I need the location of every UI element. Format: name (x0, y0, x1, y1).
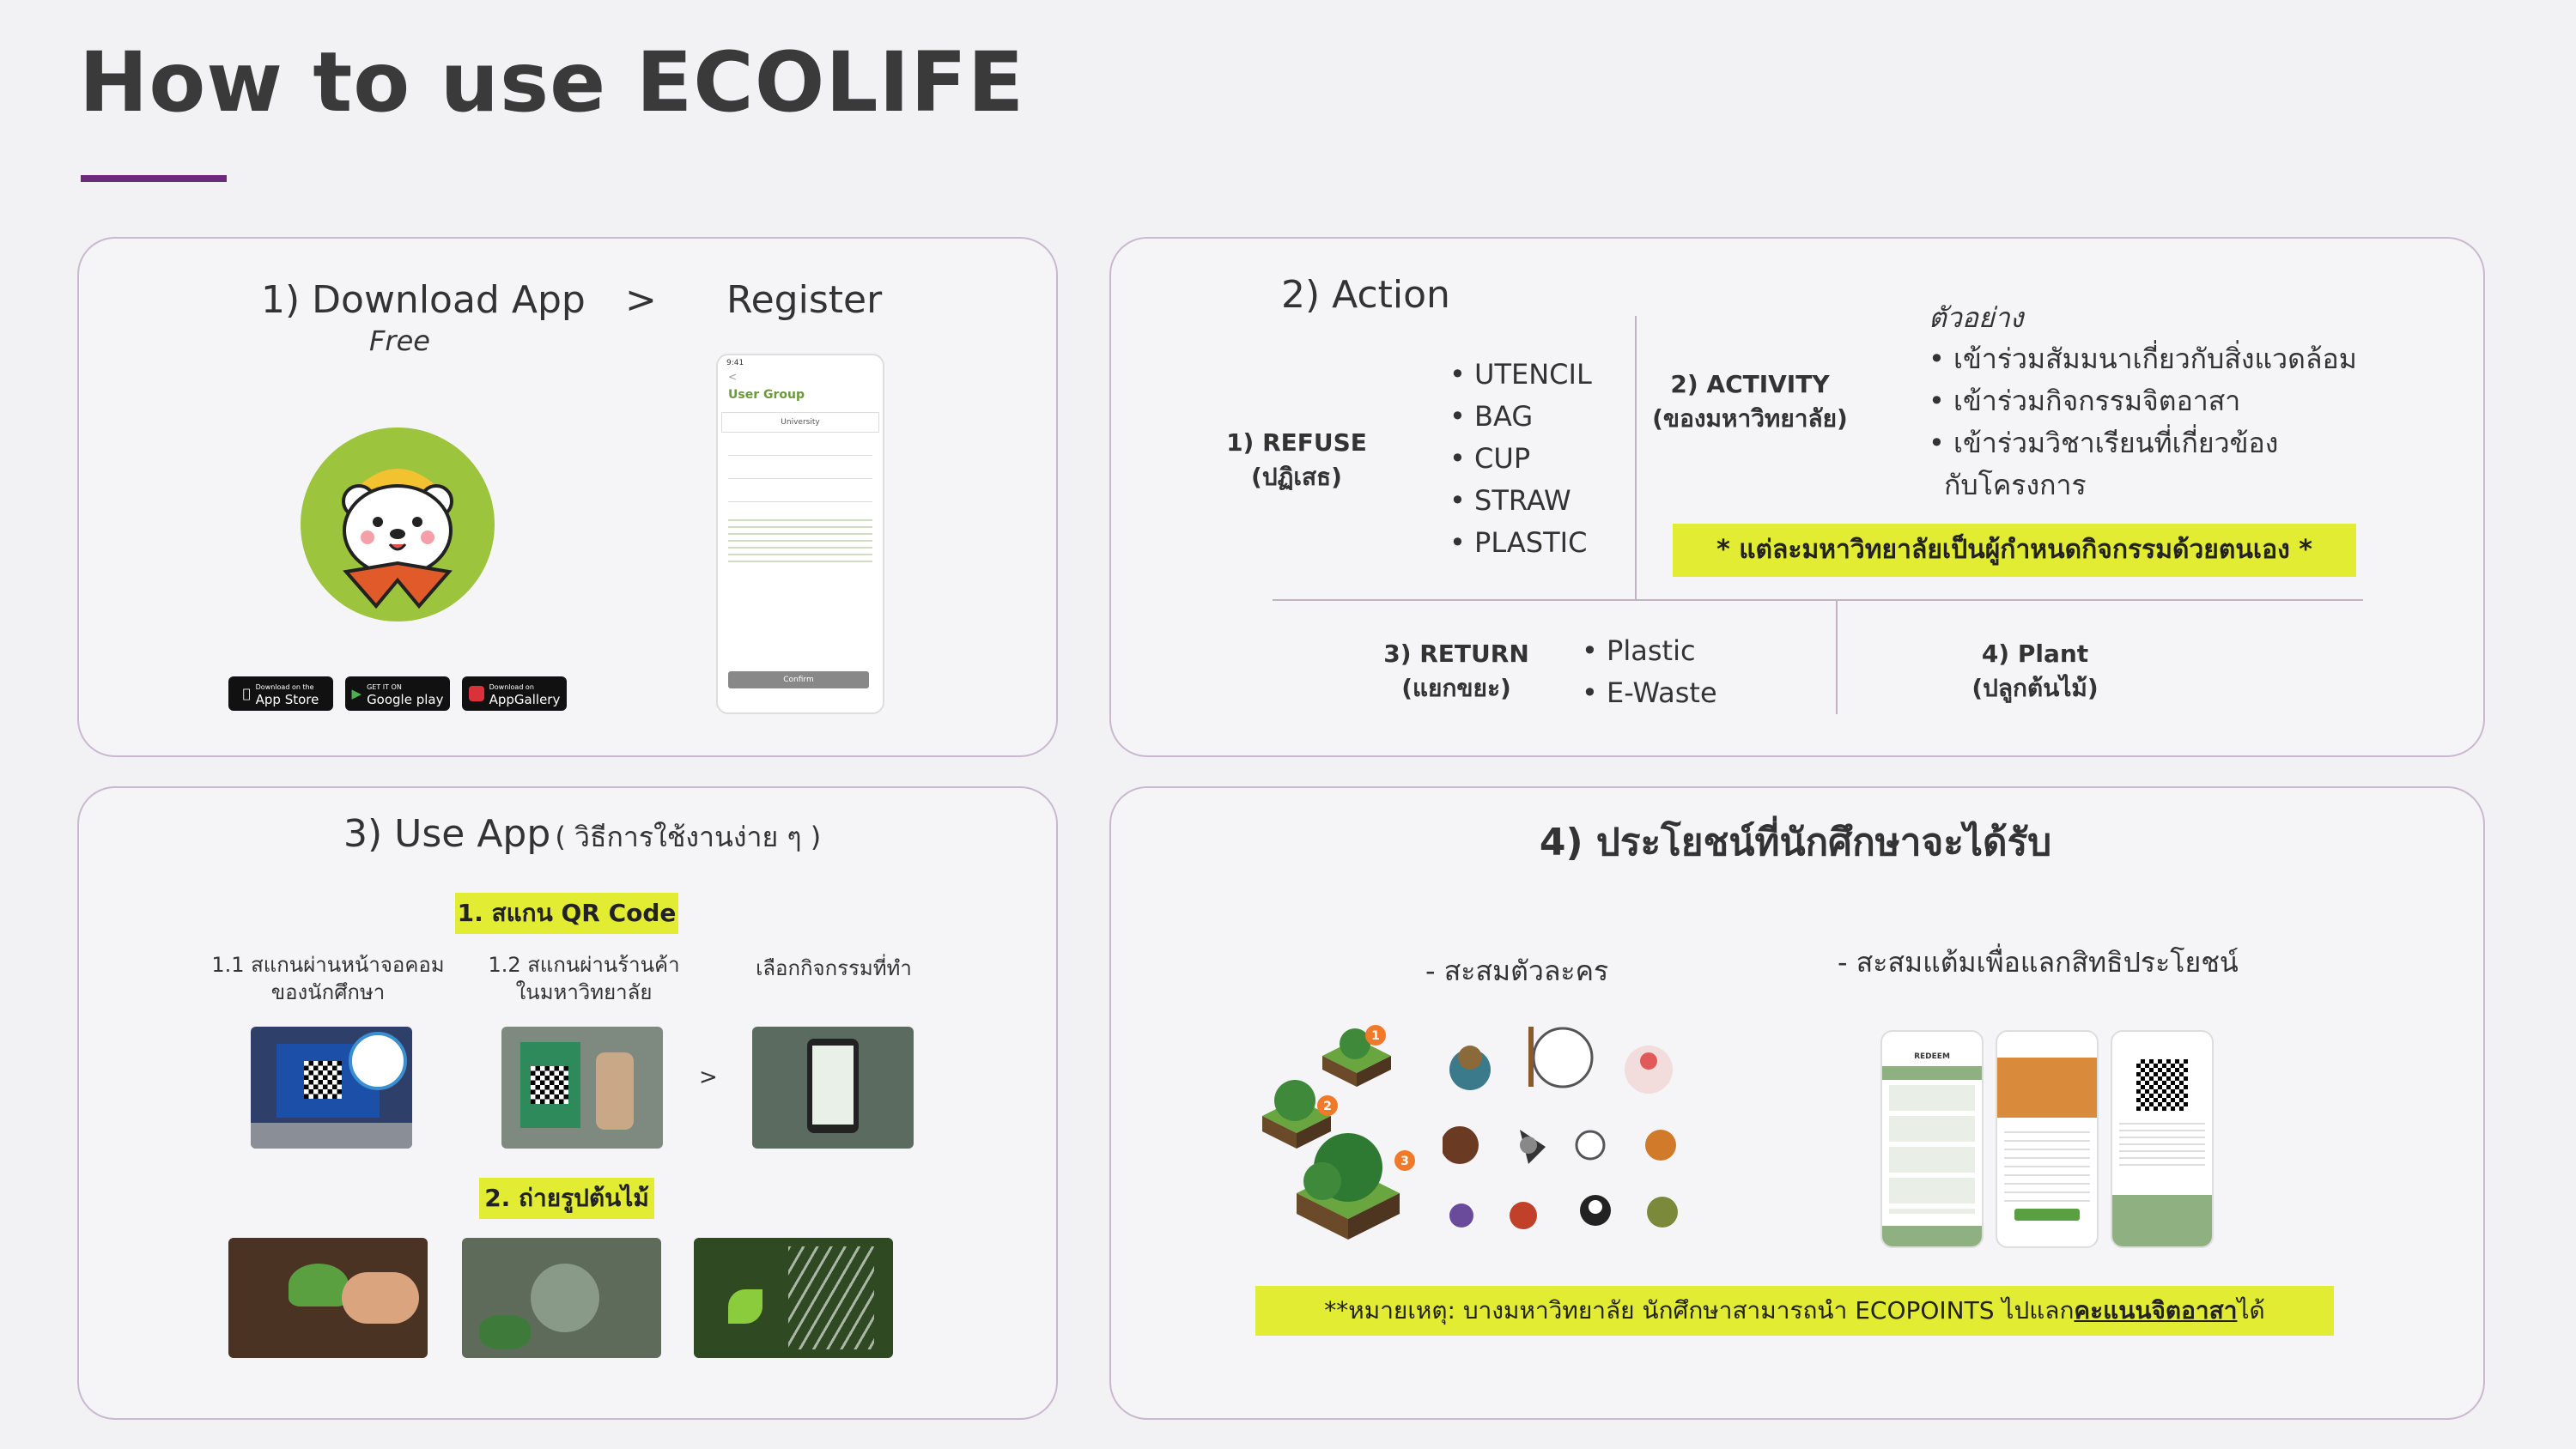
register-phone-mockup: 9:41 < User Group University Confirm (716, 354, 884, 714)
page-title: How to use ECOLIFE (79, 34, 1025, 130)
return-list: • Plastic • E-Waste (1582, 634, 1717, 709)
laptop-qr-photo (251, 1027, 412, 1149)
activity-label: 2) ACTIVITY (ของมหาวิทยาลัย) (1652, 370, 1848, 433)
action-heading: 2) Action (1281, 273, 1450, 317)
shop-qr-photo (501, 1027, 663, 1149)
photo-tree-badge: 2. ถ่ายรูปต้นไม้ (479, 1178, 654, 1219)
watering-photo (694, 1238, 893, 1358)
huawei-icon (469, 686, 484, 701)
volunteer-points-link[interactable]: คะแนนจิตอาสา (2074, 1296, 2238, 1325)
redeem-phone-3 (2111, 1030, 2214, 1248)
use-app-heading: 3) Use App ( วิธีการใช้งานง่าย ๆ ) (343, 812, 822, 856)
planting-photo-2 (462, 1238, 661, 1358)
free-label: Free (369, 324, 430, 357)
ecopoints-note-badge: **หมายเหตุ: บางมหาวิทยาลัย นักศึกษาสามารถนำ ECOPOINTS ไปแลกคะแนนจิตอาสาได้ (1255, 1286, 2334, 1336)
redeem-phone-1: REDEEM (1880, 1030, 1984, 1248)
divider (1273, 599, 2363, 601)
level-badge-3: 3 (1400, 1155, 1409, 1168)
next-arrow-icon: > (699, 1064, 718, 1090)
tree-level-illustration (1254, 1022, 1443, 1253)
benefits-heading: 4) ประโยชน์ที่นักศึกษาจะได้รับ (1539, 821, 2052, 864)
refuse-label: 1) REFUSE (ปฏิเสธ) (1226, 428, 1367, 491)
collect-characters-label: - สะสมตัวละคร (1425, 955, 1609, 987)
divider (1635, 316, 1637, 599)
back-icon: < (728, 371, 738, 383)
planting-photo-1 (228, 1238, 428, 1358)
caption-computer-scan: 1.1 สแกนผ่านหน้าจอคอม ของนักศึกษา (211, 953, 445, 1004)
choose-activity-photo (752, 1027, 914, 1149)
google-play-button[interactable]: ▶ GET IT ON Google play (345, 676, 450, 711)
redeem-phone-2 (1996, 1030, 2099, 1248)
qr-code-icon (304, 1061, 342, 1099)
character-collection-illustration (1443, 1018, 1700, 1241)
caption-choose-activity: เลือกกิจกรรมที่ทำ (756, 956, 912, 980)
app-gallery-button[interactable]: Download on AppGallery (462, 676, 567, 711)
app-store-button[interactable]: Download on the App Store (228, 676, 333, 711)
qr-code-icon (2136, 1059, 2188, 1111)
activity-examples: ตัวอย่าง • เข้าร่วมสัมมนาเกี่ยวกับสิ่งแวดล้อม • เข้าร่วมกิจกรรมจิตอาสา • เข้าร่วมวิชาเรียนที่เกี่ยวข้อง กับโครงการ (1929, 301, 2357, 501)
divider (1836, 601, 1838, 714)
plant-label: 4) Plant (ปลูกต้นไม้) (1971, 640, 2099, 702)
confirm-button[interactable]: Confirm (728, 671, 869, 688)
level-badge-2: 2 (1323, 1100, 1332, 1113)
title-underline (81, 175, 227, 182)
collect-points-label: - สะสมแต้มเพื่อแลกสิทธิประโยชน์ (1838, 946, 2239, 979)
apple-icon (243, 686, 251, 701)
refuse-list: • UTENCIL • BAG • CUP • STRAW • PLASTIC (1449, 358, 1592, 559)
play-icon: ▶ (351, 686, 362, 701)
caption-shop-scan: 1.2 สแกนผ่านร้านค้า ในมหาวิทยาลัย (488, 953, 680, 1004)
arrow-icon: > (625, 278, 657, 322)
activity-note-badge: * แต่ละมหาวิทยาลัยเป็นผู้กำหนดกิจกรรมด้วยตนเอง * (1673, 524, 2356, 577)
register-heading: Register (726, 278, 883, 322)
return-label: 3) RETURN (แยกขยะ) (1383, 640, 1529, 702)
download-heading: 1) Download App (261, 278, 586, 322)
scan-qr-badge: 1. สแกน QR Code (455, 893, 678, 934)
level-badge-1: 1 (1371, 1029, 1380, 1043)
ecolife-mascot-logo (299, 426, 496, 623)
